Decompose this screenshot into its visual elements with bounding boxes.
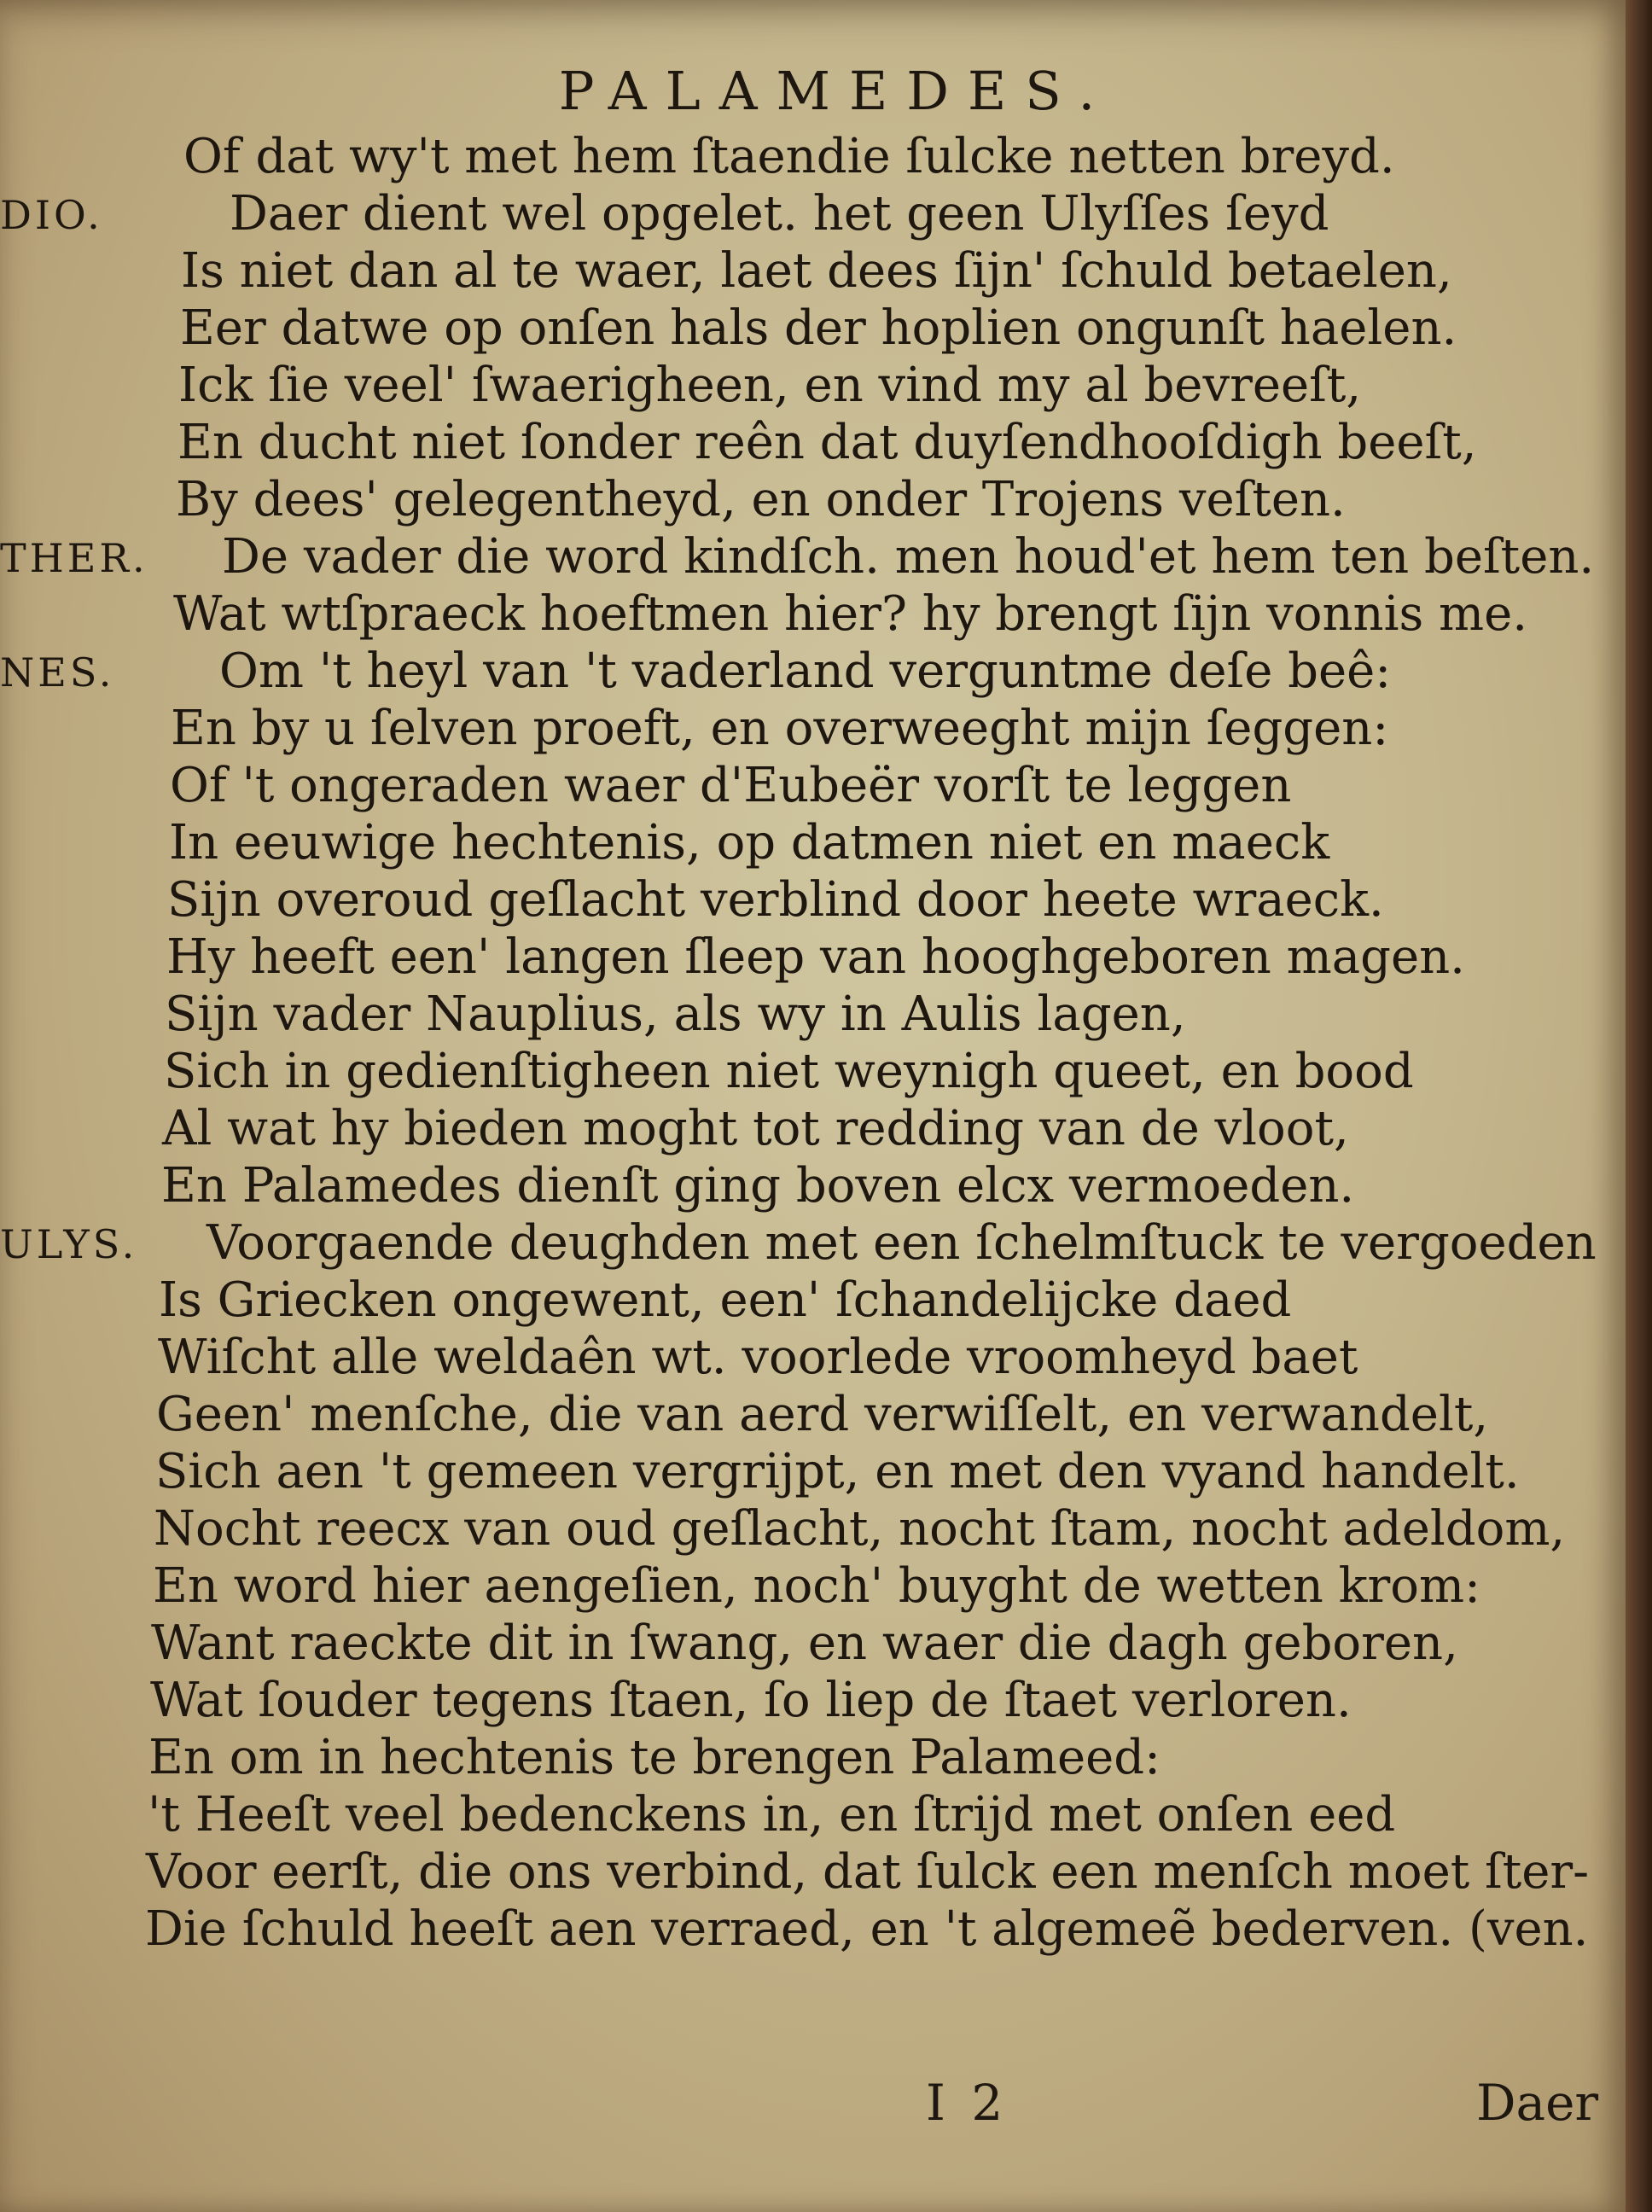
verse-text: De vader die word kindſch. men houd'et hem ten beſten. <box>222 529 1595 585</box>
verse-line <box>0 300 1626 357</box>
speaker-label: NES. <box>0 649 115 696</box>
verse-text: Nocht reecx van oud geſlacht, nocht ſtam, nocht adeldom, <box>154 1501 1566 1557</box>
verse-line <box>0 1729 1626 1786</box>
verse-line <box>0 242 1626 300</box>
verse-line <box>0 871 1626 928</box>
verse-text: En by u ſelven proeft, en overweeght mijn ſeggen: <box>171 701 1389 756</box>
verse-line <box>0 757 1626 814</box>
verse-line <box>0 1157 1626 1214</box>
speaker-label: THER. <box>0 535 148 581</box>
verse-line <box>0 357 1626 414</box>
verse-text: En ducht niet ſonder reên dat duyſendhooſdigh beeſt, <box>177 415 1477 470</box>
verse-line <box>0 1672 1626 1729</box>
verse-line <box>0 1843 1626 1901</box>
verse-text: Sich aen 't gemeen vergrijpt, en met den vyand handelt. <box>155 1444 1520 1499</box>
verse-text: Wat ſouder tegens ſtaen, ſo liep de ſtaet verloren. <box>150 1673 1352 1728</box>
verse-text: Want raeckte dit in ſwang, en waer die dagh geboren, <box>151 1615 1458 1671</box>
verse-text: Voorgaende deughden met een ſchelmſtuck te vergoeden <box>206 1215 1597 1271</box>
speaker-label: DIO. <box>0 192 103 238</box>
verse-text: Is niet dan al te waer, laet dees ſijn' ſchuld betaelen, <box>181 243 1452 299</box>
verse-line <box>0 1786 1626 1843</box>
verse-line <box>0 128 1626 185</box>
verse-text: Hy heeft een' langen ſleep van hooghgeboren magen. <box>166 929 1465 985</box>
verse-text: Wat wtſpraeck hoeftmen hier? hy brengt ſijn vonnis me. <box>173 586 1528 642</box>
verse-line <box>0 471 1626 528</box>
next-page-edge <box>1626 0 1652 2212</box>
verse-line <box>0 185 1626 242</box>
verse-text: Daer dient wel opgelet. het geen Ulyſſes ſeyd <box>230 186 1329 242</box>
verse-text: Of dat wy't met hem ſtaendie ſulcke netten breyd. <box>183 129 1395 184</box>
verse-line <box>0 528 1626 585</box>
verse-line <box>0 643 1626 700</box>
verse-line <box>0 1386 1626 1443</box>
verse-text: Geen' menſche, die van aerd verwiſſelt, en verwandelt, <box>156 1387 1489 1442</box>
verse-text: En Palamedes dienſt ging boven elcx vermoeden. <box>161 1158 1355 1214</box>
verse-text: En word hier aengeſien, noch' buyght de wetten krom: <box>153 1558 1480 1614</box>
verse-line <box>0 1557 1626 1615</box>
verse-text: Om 't heyl van 't vaderland verguntme deſe beê: <box>219 643 1392 699</box>
verse-text: Wiſcht alle weldaên wt. voorlede vroomheyd baet <box>158 1330 1358 1385</box>
verse-line <box>0 1901 1626 1958</box>
verse-line <box>0 700 1626 757</box>
speaker-label: ULYS. <box>0 1221 138 1267</box>
verse-line <box>0 414 1626 471</box>
verse-line <box>0 1214 1626 1272</box>
verse-text: En om in hechtenis te brengen Palameed: <box>148 1730 1161 1785</box>
verse-text: Is Griecken ongewent, een' ſchandelijcke daed <box>159 1272 1292 1328</box>
verse-text: Voor eerſt, die ons verbind, dat ſulck een menſch moet ſter- <box>146 1844 1590 1900</box>
verse-lines <box>0 128 1626 1958</box>
verse-text: Al wat hy bieden moght tot redding van de vloot, <box>162 1101 1349 1156</box>
verse-text: 't Heeſt veel bedenckens in, en ſtrijd met onſen eed <box>148 1787 1396 1842</box>
verse-line <box>0 1100 1626 1157</box>
verse-text: In eeuwige hechtenis, op datmen niet en maeck <box>169 815 1330 870</box>
catchword: Daer <box>1476 2074 1599 2132</box>
verse-line <box>0 1615 1626 1672</box>
verse-line <box>0 585 1626 643</box>
verse-text: Die ſchuld heeſt aen verraed, en 't algemeẽ bederven. (ven. <box>145 1901 1589 1957</box>
verse-line <box>0 1443 1626 1500</box>
verse-text: Sich in gedienſtigheen niet weynigh queet, en bood <box>164 1044 1414 1099</box>
verse-text: Sijn vader Nauplius, als wy in Aulis lagen, <box>165 987 1186 1042</box>
verse-line <box>0 986 1626 1043</box>
verse-text: Eer datwe op onſen hals der hoplien ongunſt haelen. <box>180 300 1457 356</box>
verse-line <box>0 1272 1626 1329</box>
verse-text: Sijn overoud geſlacht verblind door heete wraeck. <box>167 872 1384 928</box>
verse-text: By dees' gelegentheyd, en onder Trojens veſten. <box>176 472 1346 527</box>
verse-line <box>0 1043 1626 1100</box>
signature-mark: I 2 <box>926 2074 1009 2132</box>
verse-line <box>0 1329 1626 1386</box>
verse-text: Ick ſie veel' ſwaerigheen, en vind my al bevreeſt, <box>178 358 1362 413</box>
verse-text: Of 't ongeraden waer d'Eubeër vorſt te leggen <box>170 758 1292 813</box>
verse-line <box>0 1500 1626 1557</box>
verse-line <box>0 814 1626 871</box>
verse-line <box>0 928 1626 986</box>
running-title: PALAMEDES. <box>558 60 1114 122</box>
